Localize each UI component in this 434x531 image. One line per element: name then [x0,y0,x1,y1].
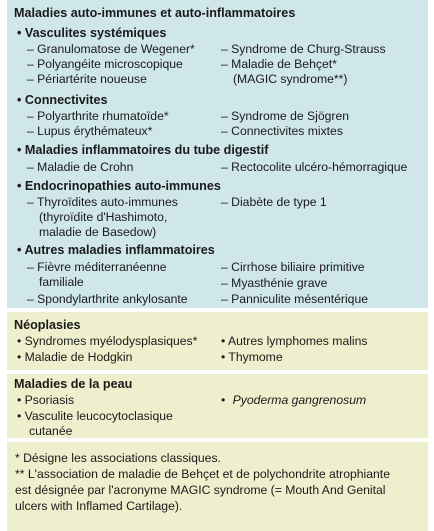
section-title-neoplasies: Néoplasies [14,318,81,332]
subsection-mict: • Maladies inflammatoires du tube digestif [17,143,269,157]
list-item: • Autres lymphomes malins [221,334,368,348]
section-notes [7,442,428,531]
footnote: ** L'association de maladie de Behçet et de polychondrite atrophiante [15,467,390,481]
list-item [221,393,366,407]
subsection-connectivites: • Connectivites [17,93,108,107]
footnote: * Désigne les associations classiques. [15,451,221,465]
list-item: – Panniculite mésentérique [221,292,369,306]
list-item: familiale [39,275,84,289]
list-item: – Diabète de type 1 [221,195,327,209]
list-item: – Syndrome de Sjögren [221,109,350,123]
subsection-autres: • Autres maladies inflammatoires [17,243,215,257]
list-item: – Cirrhose biliaire primitive [221,260,365,274]
list-item: cutanée [29,424,73,438]
list-item: – Polyangéite microscopique [27,57,183,71]
list-item: – Syndrome de Churg-Strauss [221,42,386,56]
footnote: ulcers with Inflamed Cartilage). [15,499,183,513]
list-item: • Psoriasis [17,393,75,407]
section-autoimmune [7,0,428,310]
subsection-endocrinopathies: • Endocrinopathies auto-immunes [17,179,221,193]
list-item: • Thymome [221,350,283,364]
list-item: – Myasthénie grave [221,276,328,290]
list-item: (MAGIC syndrome**) [233,72,348,86]
list-item: – Maladie de Behçet* [221,57,337,71]
subsection-vasculites: • Vasculites systémiques [17,26,167,40]
footnote: est désignée par l'acronyme MAGIC syndrome (= Mouth And Genital [15,483,386,497]
section-neoplasies [7,312,428,372]
list-item: – Maladie de Crohn [27,160,134,174]
bullet: • [221,393,226,407]
list-item-label: Pyoderma gangrenosum [232,393,367,407]
section-title-peau: Maladies de la peau [14,377,133,391]
list-item: – Spondylarthrite ankylosante [27,292,188,306]
list-item: – Lupus érythémateux* [27,124,153,138]
list-item: – Granulomatose de Wegener* [27,42,195,56]
list-item: • Syndromes myélodysplasiques* [17,334,198,348]
list-item: – Périartérite noueuse [27,72,147,86]
list-item: (thyroïdite d'Hashimoto, [39,210,168,224]
list-item: – Rectocolite ulcéro-hémorragique [221,160,408,174]
list-item: – Polyarthrite rhumatoïde* [27,109,169,123]
disease-table [7,0,428,531]
list-item: • Vasculite leucocytoclasique [17,409,173,423]
list-item: • Maladie de Hodgkin [17,350,133,364]
list-item: – Fièvre méditerranéenne [27,260,167,274]
list-item: – Connectivites mixtes [221,124,343,138]
section-title-autoimmune: Maladies auto-immunes et auto-inflammatoires [14,6,296,20]
list-item: – Thyroïdites auto-immunes [27,195,178,209]
list-item: maladie de Basedow) [39,225,157,239]
section-peau [7,374,428,440]
